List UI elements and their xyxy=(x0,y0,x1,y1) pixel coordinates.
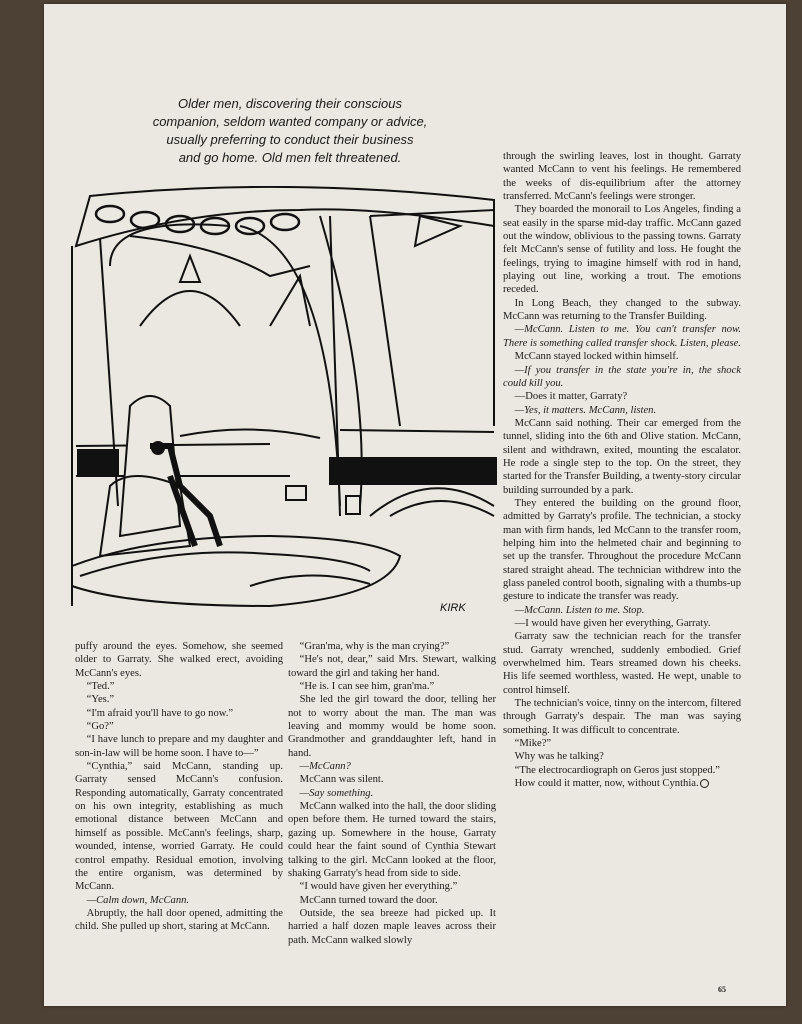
paragraph-text: “Gran'ma, why is the man crying?” xyxy=(299,641,450,652)
article-paragraph xyxy=(503,417,741,497)
article-column-right xyxy=(503,150,741,791)
caption-line: companion, seldom wanted company or advice, xyxy=(152,114,428,129)
paragraph-text: —Yes, it matters. McCann, listen. xyxy=(514,404,657,416)
paragraph-text: “Mike?” xyxy=(514,738,552,750)
article-paragraph xyxy=(503,150,741,203)
paragraph-text: —McCann. Listen to me. You can't transfer now. There is something called transfer shock. Listen, please. xyxy=(503,324,741,349)
paragraph-text: —Calm down, McCann. xyxy=(86,894,190,906)
article-paragraph xyxy=(503,617,741,630)
paragraph-text: —McCann. Listen to me. Stop. xyxy=(514,604,645,616)
article-paragraph xyxy=(503,404,741,417)
article-paragraph xyxy=(288,907,496,947)
article-paragraph xyxy=(503,497,741,604)
article-paragraph xyxy=(75,733,283,760)
paragraph-text: “The electrocardiograph on Geros just stopped.” xyxy=(514,764,720,776)
article-paragraph xyxy=(503,390,741,403)
article-column-left xyxy=(75,640,283,934)
paragraph-text: puffy around the eyes. Somehow, she seemed older to Garraty. She walked erect, avoiding McCann's eyes. xyxy=(75,641,283,679)
paragraph-text: —I would have given her everything, Garraty. xyxy=(514,618,711,630)
paragraph-text: —Say something. xyxy=(299,787,374,799)
paragraph-text: “He's not, dear,” said Mrs. Stewart, walking toward the girl and taking her hand. xyxy=(288,654,496,679)
article-paragraph xyxy=(288,894,496,907)
page-number: 65 xyxy=(718,985,726,994)
pull-quote-caption xyxy=(120,95,460,167)
article-paragraph xyxy=(503,697,741,737)
paragraph-text: —McCann? xyxy=(299,761,351,773)
paragraph-text: How could it matter, now, without Cynthia. xyxy=(514,778,699,790)
article-paragraph xyxy=(503,364,741,391)
paragraph-text: McCann was silent. xyxy=(299,774,384,786)
paragraph-text: “He is. I can see him, gran'ma.” xyxy=(299,681,435,693)
article-paragraph xyxy=(503,764,741,777)
article-paragraph xyxy=(75,894,283,907)
paragraph-text: “I'm afraid you'll have to go now.” xyxy=(86,707,234,719)
paragraph-text: McCann stayed locked within himself. xyxy=(514,351,679,363)
illustration-futuristic-room xyxy=(70,186,500,622)
article-paragraph xyxy=(503,777,741,790)
paragraph-text: They boarded the monorail to Los Angeles, finding a seat easily in the sparse mid-day traffic. McCann gazed out the window, oblivious to the passing towns. Garraty felt McCann's sense of futility and loss. He fought the feelings, trying to imagine himself with rod in hand, playing out line, working a trout. The emotions receded. xyxy=(503,204,741,296)
paragraph-text: “Yes.” xyxy=(86,694,115,706)
article-paragraph xyxy=(288,773,496,786)
paragraph-text: Abruptly, the hall door opened, admitting the child. She pulled up short, staring at McCann. xyxy=(75,907,283,933)
article-paragraph xyxy=(503,630,741,697)
caption-line: and go home. Old men felt threatened. xyxy=(178,150,402,165)
article-paragraph xyxy=(503,350,741,363)
article-paragraph xyxy=(288,680,496,693)
paragraph-text: —Does it matter, Garraty? xyxy=(514,391,628,403)
article-paragraph xyxy=(288,880,496,893)
paragraph-text: “Ted.” xyxy=(86,681,115,693)
article-paragraph xyxy=(503,323,741,350)
caption-line: Older men, discovering their conscious xyxy=(178,96,402,111)
article-paragraph xyxy=(288,653,496,680)
paragraph-text: “I would have given her everything.” xyxy=(299,881,458,893)
article-paragraph xyxy=(75,720,283,733)
paragraph-text: Why was he talking? xyxy=(514,751,604,763)
paragraph-text: In Long Beach, they changed to the subway. McCann was returning to the Transfer Building. xyxy=(503,297,741,323)
paragraph-text: McCann said nothing. Their car emerged from the tunnel, sliding into the 6th and Olive station. McCann, silent and withdrawn, exited, mounting the escalator. He rode a single step to the top. On the street, they started for the Transfer Building, a twenty-story circular building surrounded by a park. xyxy=(503,417,741,496)
article-paragraph xyxy=(75,680,283,693)
paragraph-text: Garraty saw the technician reach for the transfer stud. Garraty wrenched, suddenly embodied. Grief overwhelmed him. Tears streamed down his cheeks. His life seemed worthless, wasted. He wept, unable to control himself. xyxy=(503,631,741,696)
paragraph-text: through the swirling leaves, lost in thought. Garraty wanted McCann to vent his feelings. He remembered the weeks of dis-equilibrium after the attorney transferred. McCann's feelings were stronger. xyxy=(503,151,741,203)
end-of-story-mark-icon xyxy=(700,779,709,788)
article-paragraph xyxy=(75,693,283,706)
article-paragraph xyxy=(288,800,496,880)
article-paragraph xyxy=(75,640,283,680)
paragraph-text: —If you transfer in the state you're in, the shock could kill you. xyxy=(503,364,741,389)
paragraph-text: “Cynthia,” said McCann, standing up. Garraty sensed McCann's confusion. Responding automatically, Garraty concentrated on his own integrity, establishing as much emotional distance between McCann and himself as possible. McCann's feelings, sharp, wounded, intense, worried Garraty. He could control empathy. Residual emotion, involving the entire organism, was determined by McCann. xyxy=(75,761,283,893)
paragraph-text: McCann turned toward the door. xyxy=(299,894,438,906)
article-paragraph xyxy=(503,203,741,296)
artist-signature: KIRK xyxy=(440,602,466,614)
paragraph-text: “I have lunch to prepare and my daughter and son-in-law will be home soon. I have to—” xyxy=(75,734,283,759)
article-paragraph xyxy=(75,760,283,893)
article-paragraph xyxy=(503,750,741,763)
article-paragraph xyxy=(288,640,496,653)
article-paragraph xyxy=(75,707,283,720)
paragraph-text: Outside, the sea breeze had picked up. It harried a half dozen maple leaves across their path. McCann walked slowly xyxy=(288,907,496,946)
caption-line: usually preferring to conduct their business xyxy=(166,132,414,147)
article-column-middle xyxy=(288,640,496,947)
article-paragraph xyxy=(503,297,741,324)
paragraph-text: McCann walked into the hall, the door sliding open before them. He turned toward the stairs, gazing up. Somewhere in the house, Garraty could hear the faint sound of Cynthia Stewart talking to the girl. McCann looked at the floor, shaking Garraty's head from side to side. xyxy=(288,801,496,879)
paragraph-text: They entered the building on the ground floor, admitted by Garraty's profile. The technician, a stocky man with firm hands, led McCann to the transfer room, helping him into the helmeted chair and beginning to set up the transfer. Throughout the procedure McCann stared straight ahead. The technician withdrew into the glass paneled control booth, signaling with a thumbs-up gesture to indicate the transfer was ready. xyxy=(503,497,741,603)
article-paragraph xyxy=(75,907,283,934)
article-paragraph xyxy=(288,787,496,800)
paragraph-text: The technician's voice, tinny on the intercom, filtered through Garraty's despair. The man was saying something. It was difficult to concentrate. xyxy=(503,698,742,736)
paragraph-text: She led the girl toward the door, telling her not to worry about the man. The man was leaving and mommy would be home soon. Grandmother and granddaughter left, hand in hand. xyxy=(288,694,496,759)
article-paragraph xyxy=(288,693,496,760)
article-paragraph xyxy=(288,760,496,773)
article-paragraph xyxy=(503,737,741,750)
article-paragraph xyxy=(503,604,741,617)
paragraph-text: “Go?” xyxy=(86,721,114,733)
